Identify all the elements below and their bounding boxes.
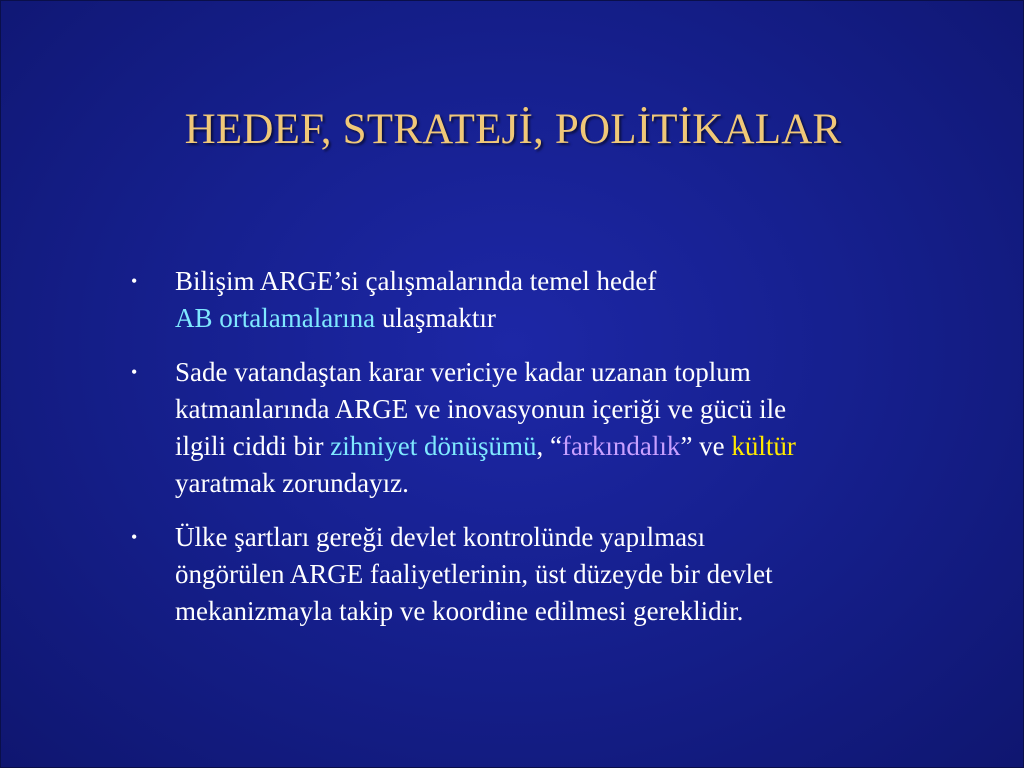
text-line — [175, 465, 971, 502]
text-line — [175, 263, 971, 300]
text-segment: Ülke şartları gereği devlet kontrolünde yapılması — [175, 522, 706, 552]
bullet-icon: • — [131, 362, 138, 382]
text-line — [175, 391, 971, 428]
text-segment: öngörülen ARGE faaliyetlerinin, üst düzeyde bir devlet — [175, 559, 773, 589]
bullet-icon: • — [131, 527, 138, 547]
bullet-item — [131, 519, 971, 630]
bullet-icon: • — [131, 271, 138, 291]
text-segment: , “ — [536, 431, 562, 461]
slide-title: HEDEF, STRATEJİ, POLİTİKALAR — [184, 106, 842, 153]
text-line — [175, 519, 971, 556]
text-segment: ” ve — [680, 431, 732, 461]
text-line — [175, 556, 971, 593]
text-segment: yaratmak zorundayız. — [175, 468, 409, 498]
text-segment: ilgili ciddi bir — [175, 431, 331, 461]
text-segment: mekanizmayla takip ve koordine edilmesi gereklidir. — [175, 596, 744, 626]
highlight-text: farkındalık — [561, 431, 681, 461]
bullet-item — [131, 263, 971, 337]
text-line — [175, 593, 971, 630]
text-line — [175, 428, 971, 465]
highlight-text: kültür — [731, 431, 796, 461]
text-segment: Bilişim ARGE’si çalışmalarında temel hedef — [175, 266, 657, 296]
text-segment: ulaşmaktır — [375, 303, 496, 333]
text-segment: katmanlarında ARGE ve inovasyonun içeriği ve gücü ile — [175, 394, 787, 424]
highlight-text: zihniyet dönüşümü — [330, 431, 537, 461]
highlight-text: AB ortalamalarına — [175, 303, 376, 333]
text-line — [175, 300, 971, 337]
bullet-list — [131, 263, 971, 647]
text-line — [175, 354, 971, 391]
bullet-item — [131, 354, 971, 502]
text-segment: Sade vatandaştan karar vericiye kadar uzanan toplum — [175, 357, 751, 387]
